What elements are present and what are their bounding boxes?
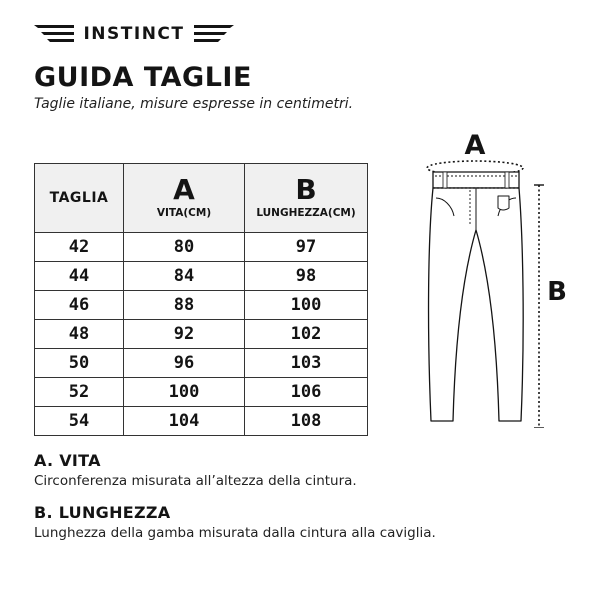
page-subtitle: Taglie italiane, misure espresse in centimetri. <box>34 96 354 112</box>
cell-size: 52 <box>35 378 124 407</box>
table-row <box>35 378 368 407</box>
table-row <box>35 262 368 291</box>
cell-waist: 100 <box>124 378 245 407</box>
length-measure-icon <box>534 185 544 428</box>
cell-size: 44 <box>35 262 124 291</box>
table-header-row <box>35 164 368 233</box>
section-b-title: B. LUNGHEZZA <box>34 503 171 522</box>
section-a-description: Circonferenza misurata all’altezza della cintura. <box>34 473 357 489</box>
table-row <box>35 407 368 436</box>
size-table <box>34 163 368 436</box>
cell-size: 42 <box>35 233 124 262</box>
section-b-description: Lunghezza della gamba misurata dalla cintura alla caviglia. <box>34 525 436 541</box>
cell-size: 54 <box>35 407 124 436</box>
cell-waist: 84 <box>124 262 245 291</box>
header-waist-label: VITA(CM) <box>156 207 212 219</box>
brand-logo <box>34 22 234 48</box>
diagram-label-a: A <box>464 130 486 161</box>
pants-icon <box>429 172 524 421</box>
cell-size: 50 <box>35 349 124 378</box>
section-a-title: A. VITA <box>34 451 101 470</box>
diagram-label-b: B <box>547 277 567 307</box>
logo-right-wing-icon <box>190 25 234 45</box>
header-waist-letter: A <box>173 173 195 206</box>
cell-length: 108 <box>245 407 368 436</box>
pants-diagram <box>408 128 588 428</box>
table-row <box>35 349 368 378</box>
table-row <box>35 233 368 262</box>
cell-length: 106 <box>245 378 368 407</box>
header-length-label: LUNGHEZZA(CM) <box>256 207 356 219</box>
cell-waist: 80 <box>124 233 245 262</box>
cell-waist: 92 <box>124 320 245 349</box>
cell-waist: 96 <box>124 349 245 378</box>
logo-text: INSTINCT <box>83 24 185 44</box>
logo-left-wing-icon <box>34 25 78 45</box>
page-title: GUIDA TAGLIE <box>34 62 252 93</box>
table-row <box>35 320 368 349</box>
cell-size: 46 <box>35 291 124 320</box>
header-waist <box>124 164 245 233</box>
header-taglia: TAGLIA <box>35 164 124 233</box>
cell-length: 97 <box>245 233 368 262</box>
cell-length: 102 <box>245 320 368 349</box>
header-length <box>245 164 368 233</box>
cell-length: 103 <box>245 349 368 378</box>
header-length-letter: B <box>295 173 317 206</box>
table-row <box>35 291 368 320</box>
cell-size: 48 <box>35 320 124 349</box>
cell-length: 100 <box>245 291 368 320</box>
cell-waist: 104 <box>124 407 245 436</box>
cell-length: 98 <box>245 262 368 291</box>
cell-waist: 88 <box>124 291 245 320</box>
